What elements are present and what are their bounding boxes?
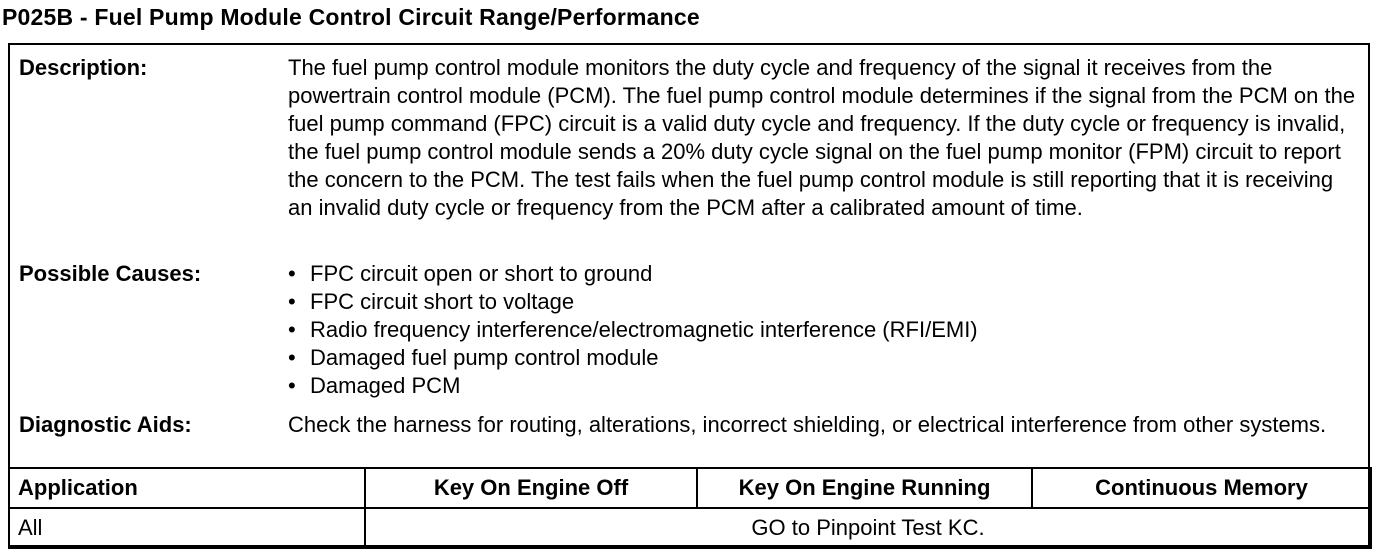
header-key-on-engine-running: Key On Engine Running — [697, 468, 1032, 508]
cause-text: Damaged fuel pump control module — [310, 345, 659, 370]
description-label: Description: — [19, 55, 148, 80]
description-body — [288, 54, 1358, 222]
page-title: P025B - Fuel Pump Module Control Circuit Range/Performance — [2, 4, 700, 30]
possible-causes-body — [288, 260, 1358, 400]
list-item — [288, 316, 1358, 344]
possible-causes-label: Possible Causes: — [19, 261, 202, 286]
dtc-details — [10, 45, 1368, 467]
table-header-row — [9, 468, 1371, 508]
bullet-icon: • — [288, 289, 296, 314]
possible-causes-list — [288, 260, 1358, 400]
action-cell: GO to Pinpoint Test KC. — [365, 508, 1371, 548]
table-row — [9, 508, 1371, 548]
cause-text: FPC circuit open or short to ground — [310, 261, 653, 286]
cause-text: FPC circuit short to voltage — [310, 289, 575, 314]
dtc-info-box — [8, 43, 1370, 547]
bullet-icon: • — [288, 317, 296, 342]
description-text: The fuel pump control module monitors the duty cycle and frequency of the signal it receives from the powertrain control module (PCM). The fuel pump control module determines if the signal from the PCM on the fuel pump command (FPC) circuit is a valid duty cycle and frequency. If the duty cycle or frequency is invalid, the fuel pump control module sends a 20% duty cycle signal on the fuel pump monitor (FPM) circuit to report the concern to the PCM. The test fails when the fuel pump control module is still reporting that it is receiving an invalid duty cycle or frequency from the PCM after a calibrated amount of time. — [288, 55, 1356, 220]
list-item — [288, 288, 1358, 316]
bullet-icon: • — [288, 261, 296, 286]
application-cell: All — [9, 508, 365, 548]
bullet-icon: • — [288, 373, 296, 398]
list-item — [288, 260, 1358, 288]
bullet-icon: • — [288, 345, 296, 370]
list-item — [288, 372, 1358, 400]
header-application: Application — [9, 468, 365, 508]
header-key-on-engine-off: Key On Engine Off — [365, 468, 697, 508]
diagnostic-aids-text: Check the harness for routing, alterations, incorrect shielding, or electrical interference from other systems. — [288, 412, 1327, 437]
cause-text: Radio frequency interference/electromagnetic interference (RFI/EMI) — [310, 317, 978, 342]
list-item — [288, 344, 1358, 372]
header-continuous-memory: Continuous Memory — [1032, 468, 1371, 508]
diagnostic-aids-body — [288, 411, 1358, 439]
application-table — [8, 467, 1372, 549]
diagnostic-aids-label: Diagnostic Aids: — [19, 412, 192, 437]
cause-text: Damaged PCM — [310, 373, 461, 398]
